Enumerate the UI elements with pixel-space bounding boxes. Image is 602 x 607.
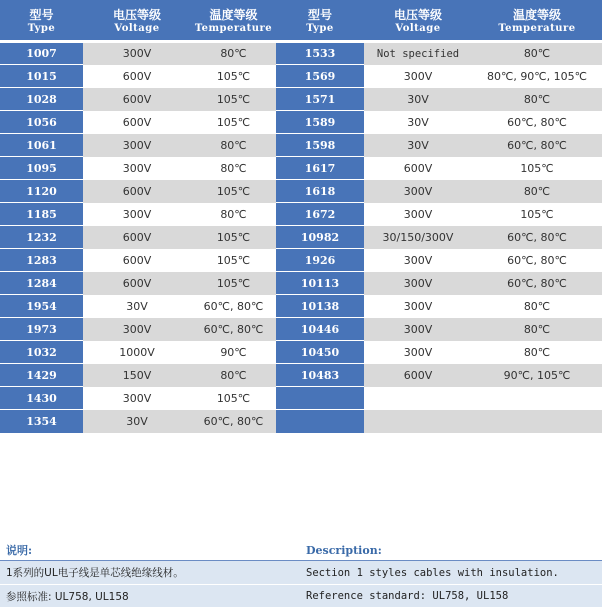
cell-voltage-left: 600V xyxy=(83,180,191,203)
cell-voltage-right: 300V xyxy=(364,341,472,364)
table-row xyxy=(0,295,602,318)
cell-temp-right: 80℃ xyxy=(472,341,602,364)
cell-voltage-right: 30V xyxy=(364,134,472,157)
description-title-cn: 说明: xyxy=(6,544,33,557)
cell-voltage-left: 600V xyxy=(83,249,191,272)
cell-type-right: 1571 xyxy=(276,88,364,111)
cell-type-right: 10113 xyxy=(276,272,364,295)
cell-type-left: 1284 xyxy=(0,272,83,295)
description-section xyxy=(0,540,602,607)
cell-temp-left: 105℃ xyxy=(191,387,276,410)
cell-temp-right: 90℃, 105℃ xyxy=(472,364,602,387)
cell-type-left: 1232 xyxy=(0,226,83,249)
cell-temp-left: 60℃, 80℃ xyxy=(191,410,276,433)
table-row xyxy=(0,364,602,387)
cell-temp-left: 105℃ xyxy=(191,180,276,203)
header-temp-en-right: Temperature xyxy=(472,23,602,42)
cell-temp-right: 80℃ xyxy=(472,180,602,203)
cell-temp-right: 60℃, 80℃ xyxy=(472,249,602,272)
cell-type-left: 1007 xyxy=(0,42,83,65)
cell-temp-left: 80℃ xyxy=(191,203,276,226)
cell-type-right: 1926 xyxy=(276,249,364,272)
cell-temp-right: 80℃ xyxy=(472,88,602,111)
cell-voltage-right: 300V xyxy=(364,249,472,272)
cell-temp-left: 80℃ xyxy=(191,157,276,180)
cell-voltage-left: 30V xyxy=(83,295,191,318)
header-temp-cn-right: 温度等级 xyxy=(472,0,602,23)
header-voltage-en: Voltage xyxy=(83,23,191,42)
cell-temp-right: 80℃ xyxy=(472,42,602,65)
cell-temp-left: 60℃, 80℃ xyxy=(191,295,276,318)
cell-temp-left: 105℃ xyxy=(191,272,276,295)
description-line1-cn: 1系列的UL电子线是单芯线绝缘线材。 xyxy=(6,567,184,579)
cell-temp-left: 80℃ xyxy=(191,364,276,387)
cell-voltage-right: 30V xyxy=(364,88,472,111)
cell-voltage-left: 600V xyxy=(83,88,191,111)
cell-type-left: 1056 xyxy=(0,111,83,134)
cell-temp-left: 80℃ xyxy=(191,42,276,65)
cell-type-left: 1954 xyxy=(0,295,83,318)
cell-type-right: 10138 xyxy=(276,295,364,318)
cell-temp-left: 105℃ xyxy=(191,111,276,134)
table-row xyxy=(0,65,602,88)
cell-voltage-left: 30V xyxy=(83,410,191,433)
cell-type-right: 1589 xyxy=(276,111,364,134)
table-row xyxy=(0,410,602,433)
header-type-cn: 型号 xyxy=(0,0,83,23)
cell-type-left: 1120 xyxy=(0,180,83,203)
table-row xyxy=(0,203,602,226)
header-type-en: Type xyxy=(0,23,83,42)
cell-type-left: 1354 xyxy=(0,410,83,433)
description-line xyxy=(0,584,602,607)
cell-voltage-left: 600V xyxy=(83,111,191,134)
cell-temp-left: 80℃ xyxy=(191,134,276,157)
table-header xyxy=(0,0,602,42)
cell-voltage-left: 600V xyxy=(83,272,191,295)
cell-type-right: 1598 xyxy=(276,134,364,157)
cell-voltage-right: 300V xyxy=(364,272,472,295)
cell-type-right: 1672 xyxy=(276,203,364,226)
cell-type-left: 1430 xyxy=(0,387,83,410)
cell-voltage-right: 600V xyxy=(364,364,472,387)
cell-voltage-left: 600V xyxy=(83,65,191,88)
cell-voltage-left: 150V xyxy=(83,364,191,387)
cell-voltage-left: 300V xyxy=(83,42,191,65)
cell-voltage-right xyxy=(364,387,472,410)
cell-type-right xyxy=(276,387,364,410)
cell-temp-left: 105℃ xyxy=(191,88,276,111)
cell-voltage-right: 300V xyxy=(364,295,472,318)
cell-temp-right: 60℃, 80℃ xyxy=(472,272,602,295)
cell-temp-right: 80℃ xyxy=(472,295,602,318)
header-voltage-cn: 电压等级 xyxy=(83,0,191,23)
cell-voltage-left: 300V xyxy=(83,203,191,226)
description-title-en: Description: xyxy=(306,543,382,557)
cell-temp-right xyxy=(472,410,602,433)
table-row xyxy=(0,88,602,111)
header-voltage-cn-right: 电压等级 xyxy=(364,0,472,23)
cell-voltage-left: 300V xyxy=(83,157,191,180)
description-line1-en: Section 1 styles cables with insulation. xyxy=(306,566,559,579)
cell-voltage-left: 1000V xyxy=(83,341,191,364)
cell-type-right: 1618 xyxy=(276,180,364,203)
cell-type-left: 1061 xyxy=(0,134,83,157)
cell-type-right: 10982 xyxy=(276,226,364,249)
cell-voltage-right: 300V xyxy=(364,180,472,203)
cell-voltage-left: 300V xyxy=(83,387,191,410)
table-row xyxy=(0,318,602,341)
cell-type-left: 1015 xyxy=(0,65,83,88)
cell-temp-right: 60℃, 80℃ xyxy=(472,111,602,134)
cell-voltage-right: 300V xyxy=(364,65,472,88)
cell-temp-right: 105℃ xyxy=(472,203,602,226)
cell-type-right xyxy=(276,410,364,433)
cell-temp-right: 60℃, 80℃ xyxy=(472,226,602,249)
cell-type-left: 1429 xyxy=(0,364,83,387)
cell-voltage-left: 300V xyxy=(83,318,191,341)
table-row xyxy=(0,134,602,157)
table-row xyxy=(0,180,602,203)
cell-type-right: 10483 xyxy=(276,364,364,387)
cell-voltage-right xyxy=(364,410,472,433)
cell-voltage-right: Not specified xyxy=(364,42,472,65)
cell-type-right: 1569 xyxy=(276,65,364,88)
cell-temp-left: 105℃ xyxy=(191,226,276,249)
cell-voltage-right: 300V xyxy=(364,203,472,226)
description-line2-en: Reference standard: UL758, UL158 xyxy=(306,590,509,602)
cell-temp-right: 80℃, 90℃, 105℃ xyxy=(472,65,602,88)
header-temp-en: Temperature xyxy=(191,23,276,42)
header-voltage-en-right: Voltage xyxy=(364,23,472,42)
cell-voltage-right: 600V xyxy=(364,157,472,180)
cell-temp-right: 105℃ xyxy=(472,157,602,180)
cell-voltage-right: 30/150/300V xyxy=(364,226,472,249)
cell-temp-left: 90℃ xyxy=(191,341,276,364)
table-body xyxy=(0,42,602,433)
table-row xyxy=(0,341,602,364)
table-row xyxy=(0,226,602,249)
cell-type-left: 1973 xyxy=(0,318,83,341)
cell-temp-left: 105℃ xyxy=(191,249,276,272)
cell-type-left: 1283 xyxy=(0,249,83,272)
cell-temp-left: 60℃, 80℃ xyxy=(191,318,276,341)
cell-temp-left: 105℃ xyxy=(191,65,276,88)
header-temp-cn: 温度等级 xyxy=(191,0,276,23)
cell-voltage-left: 300V xyxy=(83,134,191,157)
description-line2-cn: 参照标准: UL758, UL158 xyxy=(6,590,129,603)
description-box xyxy=(0,560,602,607)
cell-voltage-left: 600V xyxy=(83,226,191,249)
cell-voltage-right: 300V xyxy=(364,318,472,341)
header-type-cn-right: 型号 xyxy=(276,0,364,23)
table-row xyxy=(0,272,602,295)
cell-type-right: 10450 xyxy=(276,341,364,364)
cell-voltage-right: 30V xyxy=(364,111,472,134)
table-row xyxy=(0,387,602,410)
cell-type-right: 1617 xyxy=(276,157,364,180)
header-type-en-right: Type xyxy=(276,23,364,42)
description-line xyxy=(0,561,602,584)
table-row xyxy=(0,249,602,272)
cell-type-left: 1095 xyxy=(0,157,83,180)
cell-type-left: 1185 xyxy=(0,203,83,226)
cell-temp-right xyxy=(472,387,602,410)
cell-type-left: 1032 xyxy=(0,341,83,364)
table-row xyxy=(0,42,602,65)
cell-type-right: 1533 xyxy=(276,42,364,65)
cell-type-right: 10446 xyxy=(276,318,364,341)
cell-temp-right: 80℃ xyxy=(472,318,602,341)
cell-type-left: 1028 xyxy=(0,88,83,111)
table-row xyxy=(0,111,602,134)
table-row xyxy=(0,157,602,180)
cell-temp-right: 60℃, 80℃ xyxy=(472,134,602,157)
